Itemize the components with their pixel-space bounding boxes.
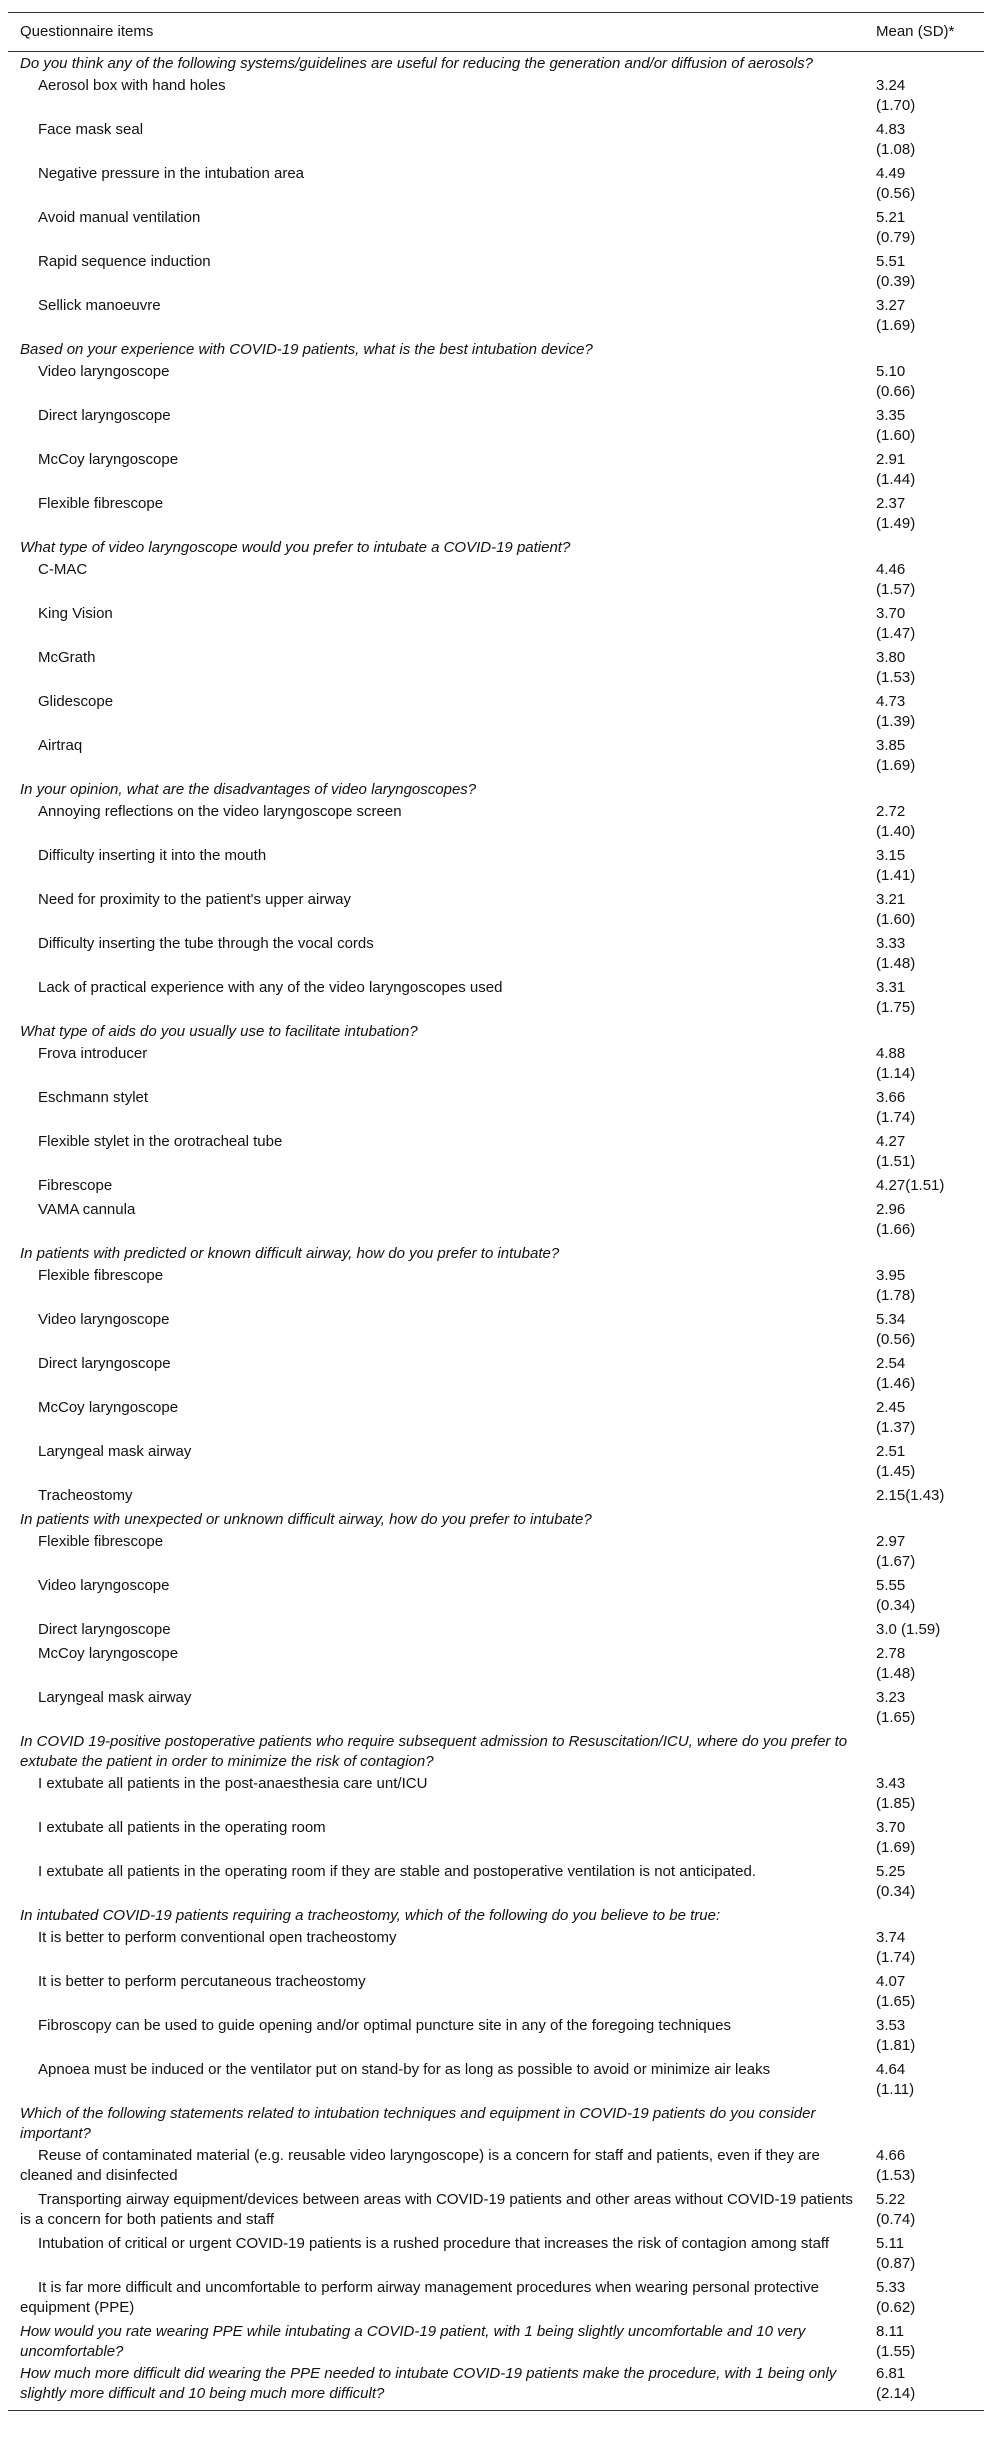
item-row [8, 2058, 984, 2102]
question-text: What type of aids do you usually use to facilitate intubation? [20, 1023, 418, 1040]
sd-value: (1.39) [876, 713, 916, 730]
sd-value: (0.66) [876, 383, 916, 400]
item-mean-sd [870, 2188, 984, 2232]
sd-value: (1.45) [876, 1463, 916, 1480]
sd-value: (1.85) [876, 1795, 916, 1812]
item-row [8, 2276, 984, 2320]
item-mean-sd [870, 2058, 984, 2102]
table-header-row [8, 13, 984, 52]
mean-value: 3.53 [876, 2017, 906, 2034]
questionnaire-table [8, 12, 984, 2411]
sd-value: (1.41) [876, 867, 916, 884]
question-row [8, 52, 984, 75]
sd-value: (0.62) [876, 2299, 916, 2316]
mean-value: 3.15 [876, 847, 906, 864]
item-label: Fibroscopy can be used to guide opening and/or optimal puncture site in any of the foregoing techniques [38, 2017, 731, 2034]
sd-value: (1.53) [876, 669, 916, 686]
mean-value: 4.66 [876, 2147, 906, 2164]
sd-value: (1.48) [876, 955, 916, 972]
sd-value: (2.14) [876, 2385, 916, 2402]
item-mean-sd [870, 932, 984, 976]
item-label: King Vision [38, 605, 113, 622]
mean-value: 6.81 [876, 2365, 906, 2382]
sd-value: (1.57) [876, 581, 916, 598]
question-text: How would you rate wearing PPE while intubating a COVID-19 patient, with 1 being slightly uncomfortable and 10 very uncomfortable? [20, 2323, 806, 2360]
mean-value: 2.15(1.43) [876, 1487, 945, 1504]
mean-value: 4.49 [876, 165, 906, 182]
item-row [8, 558, 984, 602]
mean-value: 4.88 [876, 1045, 906, 1062]
sd-value: (1.47) [876, 625, 916, 642]
sd-value: (0.79) [876, 229, 916, 246]
item-row [8, 690, 984, 734]
mean-value: 2.78 [876, 1645, 906, 1662]
item-row [8, 1618, 984, 1642]
questionnaire-items-header: Questionnaire items [8, 13, 870, 52]
mean-value: 3.27 [876, 297, 906, 314]
question-mean [870, 1904, 984, 1926]
mean-value: 3.24 [876, 77, 906, 94]
question-row [8, 338, 984, 360]
item-row [8, 360, 984, 404]
item-row [8, 1440, 984, 1484]
item-row [8, 800, 984, 844]
item-label: It is better to perform conventional open tracheostomy [38, 1929, 397, 1946]
item-mean-sd [870, 2144, 984, 2188]
sd-value: (1.11) [876, 2081, 915, 2098]
question-mean [870, 1020, 984, 1042]
item-mean-sd [870, 1530, 984, 1574]
item-row [8, 976, 984, 1020]
item-mean-sd [870, 602, 984, 646]
item-label: Aerosol box with hand holes [38, 77, 226, 94]
question-row [8, 1904, 984, 1926]
sd-value: (0.56) [876, 1331, 916, 1348]
item-mean-sd [870, 1816, 984, 1860]
mean-value: 5.22 [876, 2191, 906, 2208]
sd-value: (1.74) [876, 1949, 916, 1966]
item-label: Lack of practical experience with any of the video laryngoscopes used [38, 979, 503, 996]
item-mean-sd [870, 1174, 984, 1198]
item-mean-sd [870, 1352, 984, 1396]
sd-value: (1.55) [876, 2343, 916, 2360]
question-text: In COVID 19-positive postoperative patients who require subsequent admission to Resuscitation/ICU, where do you prefer to extubate the patient in order to minimize the risk of contagion? [20, 1733, 848, 1770]
item-row [8, 1926, 984, 1970]
mean-value: 3.23 [876, 1689, 906, 1706]
item-mean-sd [870, 646, 984, 690]
sd-value: (1.65) [876, 1709, 916, 1726]
mean-value: 2.51 [876, 1443, 906, 1460]
item-label: Sellick manoeuvre [38, 297, 161, 314]
item-row [8, 646, 984, 690]
item-mean-sd [870, 690, 984, 734]
question-mean [870, 2102, 984, 2144]
sd-value: (0.87) [876, 2255, 916, 2272]
item-label: C-MAC [38, 561, 88, 578]
sd-value: (1.78) [876, 1287, 916, 1304]
item-row [8, 1130, 984, 1174]
mean-sd-header: Mean (SD)* [870, 13, 984, 52]
mean-value: 3.95 [876, 1267, 906, 1284]
mean-value: 3.43 [876, 1775, 906, 1792]
sd-value: (1.40) [876, 823, 916, 840]
mean-value: 5.21 [876, 209, 906, 226]
item-row [8, 1484, 984, 1508]
mean-value: 4.27(1.51) [876, 1177, 945, 1194]
item-row [8, 448, 984, 492]
item-label: Negative pressure in the intubation area [38, 165, 305, 182]
sd-value: (1.44) [876, 471, 916, 488]
item-row [8, 1574, 984, 1618]
item-row [8, 1352, 984, 1396]
question-mean [870, 1242, 984, 1264]
mean-value: 8.11 [876, 2323, 905, 2340]
question-row [8, 778, 984, 800]
item-row [8, 844, 984, 888]
mean-value: 5.11 [876, 2235, 905, 2252]
item-label: McCoy laryngoscope [38, 1399, 179, 1416]
question-row [8, 536, 984, 558]
item-row [8, 1772, 984, 1816]
mean-value: 4.27 [876, 1133, 906, 1150]
question-mean [870, 2320, 984, 2362]
item-row [8, 294, 984, 338]
question-row [8, 2102, 984, 2144]
item-mean-sd [870, 1484, 984, 1508]
question-row [8, 1730, 984, 1772]
item-mean-sd [870, 1198, 984, 1242]
mean-value: 2.72 [876, 803, 906, 820]
mean-value: 3.80 [876, 649, 906, 666]
question-row [8, 1508, 984, 1530]
item-mean-sd [870, 2232, 984, 2276]
question-mean [870, 2362, 984, 2411]
question-text: How much more difficult did wearing the PPE needed to intubate COVID-19 patients make the procedure, with 1 being only slightly more difficult and 10 being much more difficult? [8, 2362, 870, 2411]
item-mean-sd [870, 558, 984, 602]
item-label: Need for proximity to the patient's upper airway [38, 891, 352, 908]
item-label: Flexible stylet in the orotracheal tube [38, 1133, 283, 1150]
sd-value: (1.69) [876, 317, 916, 334]
question-row [8, 2362, 984, 2411]
sd-value: (1.08) [876, 141, 916, 158]
question-text: Which of the following statements related to intubation techniques and equipment in COVID-19 patients do you consider important? [20, 2105, 816, 2142]
sd-value: (1.69) [876, 757, 916, 774]
item-row [8, 1308, 984, 1352]
item-mean-sd [870, 74, 984, 118]
sd-value: (0.34) [876, 1883, 916, 1900]
item-row [8, 206, 984, 250]
sd-value: (1.51) [876, 1153, 916, 1170]
item-mean-sd [870, 1130, 984, 1174]
question-text: What type of video laryngoscope would you prefer to intubate a COVID-19 patient? [20, 539, 571, 556]
mean-value: 5.10 [876, 363, 906, 380]
item-row [8, 1970, 984, 2014]
item-row [8, 492, 984, 536]
item-mean-sd [870, 1264, 984, 1308]
mean-value: 3.70 [876, 1819, 906, 1836]
item-mean-sd [870, 404, 984, 448]
mean-value: 4.64 [876, 2061, 906, 2078]
question-row [8, 1242, 984, 1264]
mean-value: 3.85 [876, 737, 906, 754]
item-label: I extubate all patients in the post-anaesthesia care unt/ICU [38, 1775, 428, 1792]
item-label: Flexible fibrescope [38, 1533, 164, 1550]
item-mean-sd [870, 1308, 984, 1352]
question-mean [870, 1730, 984, 1772]
item-label: Airtraq [38, 737, 83, 754]
mean-value: 3.21 [876, 891, 906, 908]
mean-value: 5.34 [876, 1311, 906, 1328]
sd-value: (1.60) [876, 911, 916, 928]
item-label: McCoy laryngoscope [38, 451, 179, 468]
mean-value: 5.25 [876, 1863, 906, 1880]
sd-value: (0.34) [876, 1597, 916, 1614]
item-row [8, 1086, 984, 1130]
item-label: Tracheostomy [38, 1487, 133, 1504]
item-mean-sd [870, 1086, 984, 1130]
table-body [8, 52, 984, 2411]
item-row [8, 602, 984, 646]
mean-value: 3.66 [876, 1089, 906, 1106]
sd-value: (1.60) [876, 427, 916, 444]
item-row [8, 1198, 984, 1242]
item-row [8, 2188, 984, 2232]
item-label: Laryngeal mask airway [38, 1689, 192, 1706]
item-mean-sd [870, 1642, 984, 1686]
sd-value: (0.39) [876, 273, 916, 290]
item-mean-sd [870, 1042, 984, 1086]
item-mean-sd [870, 734, 984, 778]
sd-value: (1.48) [876, 1665, 916, 1682]
sd-value: (1.65) [876, 1993, 916, 2010]
item-label: Frova introducer [38, 1045, 148, 1062]
item-label: Eschmann stylet [38, 1089, 149, 1106]
item-label: Difficulty inserting it into the mouth [38, 847, 267, 864]
mean-value: 5.33 [876, 2279, 906, 2296]
item-row [8, 932, 984, 976]
question-mean [870, 338, 984, 360]
mean-value: 2.97 [876, 1533, 906, 1550]
item-mean-sd [870, 888, 984, 932]
item-row [8, 2144, 984, 2188]
item-label: McCoy laryngoscope [38, 1645, 179, 1662]
item-mean-sd [870, 2014, 984, 2058]
sd-value: (0.74) [876, 2211, 916, 2228]
question-row [8, 2320, 984, 2362]
item-label: Video laryngoscope [38, 1311, 170, 1328]
item-row [8, 1396, 984, 1440]
mean-value: 3.33 [876, 935, 906, 952]
item-row [8, 118, 984, 162]
item-row [8, 404, 984, 448]
item-mean-sd [870, 162, 984, 206]
item-label: It is better to perform percutaneous tracheostomy [38, 1973, 366, 1990]
item-label: Laryngeal mask airway [38, 1443, 192, 1460]
item-row [8, 1816, 984, 1860]
item-label: Rapid sequence induction [38, 253, 211, 270]
item-mean-sd [870, 1860, 984, 1904]
sd-value: (0.56) [876, 185, 916, 202]
mean-value: 2.37 [876, 495, 906, 512]
item-label: Glidescope [38, 693, 114, 710]
question-text: In your opinion, what are the disadvantages of video laryngoscopes? [20, 781, 477, 798]
mean-value: 3.0 (1.59) [876, 1621, 941, 1638]
item-mean-sd [870, 206, 984, 250]
item-mean-sd [870, 118, 984, 162]
mean-value: 5.55 [876, 1577, 906, 1594]
item-label: Apnoea must be induced or the ventilator put on stand-by for as long as possible to avoid or minimize air leaks [38, 2061, 771, 2078]
item-mean-sd [870, 800, 984, 844]
sd-value: (1.75) [876, 999, 916, 1016]
item-row [8, 1530, 984, 1574]
question-mean [870, 52, 984, 75]
item-label: Annoying reflections on the video laryngoscope screen [38, 803, 402, 820]
item-row [8, 1042, 984, 1086]
item-label: Direct laryngoscope [38, 1355, 171, 1372]
item-mean-sd [870, 492, 984, 536]
item-label: Difficulty inserting the tube through the vocal cords [38, 935, 374, 952]
mean-value: 4.07 [876, 1973, 906, 1990]
question-mean [870, 1508, 984, 1530]
item-label: Direct laryngoscope [38, 407, 171, 424]
item-row [8, 1174, 984, 1198]
item-label: Direct laryngoscope [38, 1621, 171, 1638]
item-label: Face mask seal [38, 121, 144, 138]
item-label: It is far more difficult and uncomfortable to perform airway management procedures when wearing personal protective equipment (PPE) [20, 2279, 819, 2316]
mean-value: 2.45 [876, 1399, 906, 1416]
question-mean [870, 536, 984, 558]
sd-value: (1.69) [876, 1839, 916, 1856]
mean-value: 2.54 [876, 1355, 906, 1372]
question-text: In patients with unexpected or unknown difficult airway, how do you prefer to intubate? [20, 1511, 592, 1528]
sd-value: (1.49) [876, 515, 916, 532]
item-label: McGrath [38, 649, 96, 666]
sd-value: (1.46) [876, 1375, 916, 1392]
item-mean-sd [870, 844, 984, 888]
mean-value: 3.70 [876, 605, 906, 622]
item-mean-sd [870, 1970, 984, 2014]
mean-value: 3.74 [876, 1929, 906, 1946]
sd-value: (1.74) [876, 1109, 916, 1126]
mean-value: 3.31 [876, 979, 906, 996]
item-label: Flexible fibrescope [38, 1267, 164, 1284]
item-mean-sd [870, 1574, 984, 1618]
item-row [8, 2014, 984, 2058]
item-mean-sd [870, 360, 984, 404]
item-mean-sd [870, 1396, 984, 1440]
item-row [8, 74, 984, 118]
mean-value: 2.91 [876, 451, 906, 468]
sd-value: (1.70) [876, 97, 916, 114]
mean-value: 4.46 [876, 561, 906, 578]
mean-value: 2.96 [876, 1201, 906, 1218]
mean-value: 5.51 [876, 253, 906, 270]
item-mean-sd [870, 976, 984, 1020]
item-label: Intubation of critical or urgent COVID-19 patients is a rushed procedure that increases the risk of contagion among staff [38, 2235, 829, 2252]
mean-value: 4.83 [876, 121, 906, 138]
item-mean-sd [870, 448, 984, 492]
item-mean-sd [870, 1686, 984, 1730]
item-label: Flexible fibrescope [38, 495, 164, 512]
item-row [8, 250, 984, 294]
item-row [8, 734, 984, 778]
item-row [8, 2232, 984, 2276]
item-mean-sd [870, 250, 984, 294]
item-row [8, 1642, 984, 1686]
question-mean [870, 778, 984, 800]
item-mean-sd [870, 1926, 984, 1970]
question-text: In intubated COVID-19 patients requiring a tracheostomy, which of the following do you believe to be true: [20, 1907, 721, 1924]
sd-value: (1.53) [876, 2167, 916, 2184]
question-row [8, 1020, 984, 1042]
question-text: Do you think any of the following systems/guidelines are useful for reducing the generation and/or diffusion of aerosols? [20, 55, 813, 72]
item-row [8, 1686, 984, 1730]
mean-value: 3.35 [876, 407, 906, 424]
sd-value: (1.37) [876, 1419, 916, 1436]
item-row [8, 1264, 984, 1308]
item-mean-sd [870, 1772, 984, 1816]
question-text: In patients with predicted or known difficult airway, how do you prefer to intubate? [20, 1245, 560, 1262]
item-label: Fibrescope [38, 1177, 113, 1194]
item-mean-sd [870, 2276, 984, 2320]
item-row [8, 1860, 984, 1904]
sd-value: (1.66) [876, 1221, 916, 1238]
item-row [8, 162, 984, 206]
item-label: I extubate all patients in the operating room [38, 1819, 326, 1836]
item-row [8, 888, 984, 932]
item-label: Video laryngoscope [38, 1577, 170, 1594]
sd-value: (1.81) [876, 2037, 916, 2054]
mean-value: 4.73 [876, 693, 906, 710]
item-mean-sd [870, 294, 984, 338]
item-label: Video laryngoscope [38, 363, 170, 380]
item-label: Avoid manual ventilation [38, 209, 201, 226]
item-label: Transporting airway equipment/devices between areas with COVID-19 patients and other areas without COVID-19 patients is a concern for both patients and staff [20, 2191, 853, 2228]
item-label: Reuse of contaminated material (e.g. reusable video laryngoscope) is a concern for staff and patients, even if they are cleaned and disinfected [20, 2147, 820, 2184]
item-mean-sd [870, 1440, 984, 1484]
question-text: Based on your experience with COVID-19 patients, what is the best intubation device? [20, 341, 593, 358]
sd-value: (1.67) [876, 1553, 916, 1570]
item-label: VAMA cannula [38, 1201, 136, 1218]
item-mean-sd [870, 1618, 984, 1642]
sd-value: (1.14) [876, 1065, 916, 1082]
item-label: I extubate all patients in the operating room if they are stable and postoperative ventilation is not anticipated. [38, 1863, 756, 1880]
